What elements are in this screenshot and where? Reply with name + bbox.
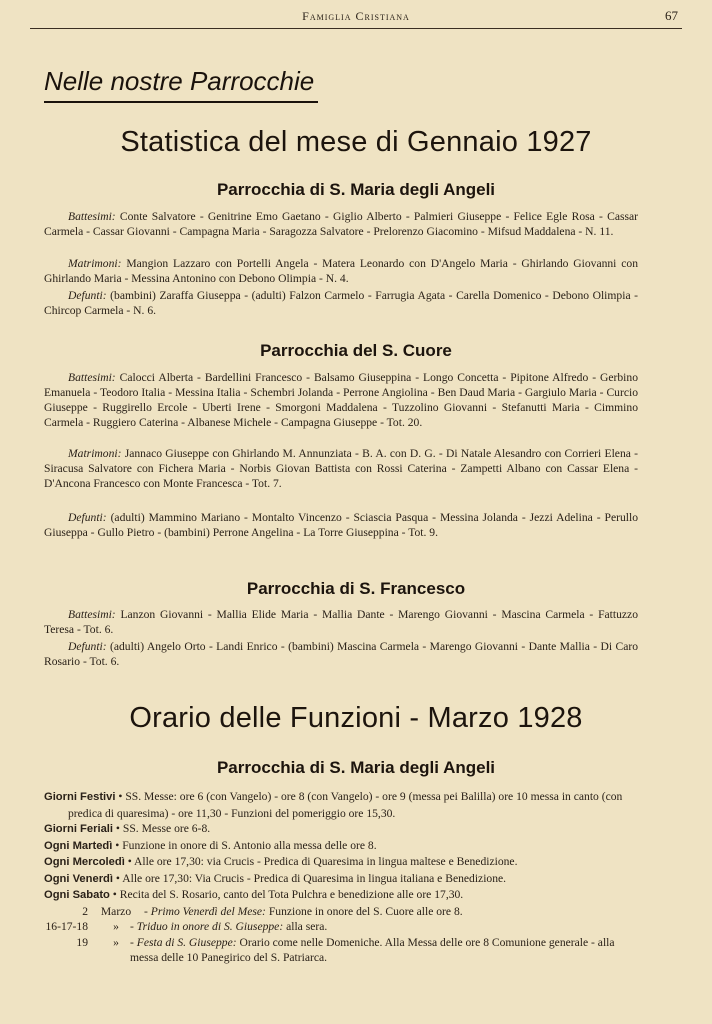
entry-label: Defunti:	[68, 289, 107, 302]
schedule-day: Ogni Martedì	[44, 839, 113, 852]
dated-date: 16-17-18	[45, 920, 88, 933]
paragraph-marriages	[44, 447, 638, 492]
dated-month: Marzo	[100, 904, 132, 918]
schedule-row	[44, 789, 638, 821]
schedule-row	[44, 854, 638, 871]
dated-date: 2	[82, 904, 88, 918]
entry-label: Battesimi:	[68, 371, 116, 384]
schedule-text: • Alle ore 17,30: Via Crucis - Predica di Quaresima in lingua italiana e Benedizione.	[113, 871, 507, 885]
parish-title-san-francesco: Parrocchia di S. Francesco	[246, 579, 466, 598]
paragraph-deaths	[44, 640, 638, 670]
schedule-text: • Alle ore 17,30: via Crucis - Predica di Quaresima in lingua maltese e Benedizione.	[124, 855, 518, 868]
dated-text: - Triduo in onore di S. Giuseppe: alla sera.	[130, 920, 328, 933]
dated-text: - Festa di S. Giuseppe: Orario come nelle Domeniche. Alla Messa delle ore 8 Comunione generale - alla messa delle 10 Panegirico del S. Patriarca.	[130, 935, 615, 964]
entry-text: Mangion Lazzaro con Portelli Angela - Matera Leonardo con D'Angelo Maria - Ghirlando Giovanni con Ghirlando Maria - Messina Antonino con Debono Olimpia - N. 4.	[44, 257, 638, 285]
dated-text: - Primo Venerdì del Mese: Funzione in onore del S. Cuore alle ore 8.	[144, 904, 463, 918]
schedule-row	[44, 887, 638, 904]
dated-date: 19	[76, 935, 88, 949]
schedule-text: • Funzione in onore di S. Antonio alla messa delle ore 8.	[112, 838, 377, 852]
schedule-row	[44, 821, 638, 838]
schedule-day: Giorni Festivi	[44, 791, 116, 803]
schedule-text: • Recita del S. Rosario, canto del Tota Pulchra e benedizione alle ore 17,30.	[109, 888, 464, 901]
dated-row	[44, 935, 638, 966]
entry-text: Calocci Alberta - Bardellini Francesco - Balsamo Giuseppina - Longo Concetta - Pipitone Alfredo - Gerbino Emanuela - Teodoro Italia - Messina Italia - Schembri Jolanda - Perrone Angiolina - Ben Daud Maria - Gargiulo Maria - Curcio Giuseppe - Ruggirello Ercole - Uberti Irene - Smorgoni Maddalena - Tuzzolino Giovanni - Stefanutti Maria - Cimmino Carmela - Ruggiero Caterina - Albanese Michele - Campagna Giuseppe - Tot. 20.	[44, 371, 638, 429]
ditto-mark: »	[113, 920, 119, 933]
dated-feast: Primo Venerdì del Mese:	[150, 904, 266, 918]
schedule-day: Ogni Mercoledì	[44, 856, 125, 868]
dated-detail: Funzione in onore del S. Cuore alle ore 8.	[265, 904, 463, 918]
running-title: Famiglia Cristiana	[302, 9, 410, 23]
dated-detail: Orario come nelle Domeniche. Alla Messa delle ore 8 Comunione generale - alla messa delle 10 Panegirico del S. Patriarca.	[130, 935, 615, 964]
entry-text: Conte Salvatore - Genitrine Emo Gaetano - Giglio Alberto - Palmieri Giuseppe - Felice Egle Rosa - Cassar Carmela - Cassar Giovanni - Campagna Maria - Saragozza Salvatore - Prelorenzo Giacomino - Mifsud Maddalena - N. 11.	[44, 210, 638, 238]
schedule-row	[44, 838, 638, 855]
schedule-list	[44, 789, 638, 966]
entry-text: Lanzon Giovanni - Mallia Elide Maria - Mallia Dante - Marengo Giovanni - Mascina Carmela - Fattuzzo Teresa - Tot. 6.	[44, 608, 638, 636]
dated-detail: alla sera.	[283, 920, 328, 933]
schedule-day: Ogni Sabato	[44, 889, 110, 901]
entry-label: Battesimi:	[68, 210, 116, 223]
dated-row	[44, 904, 638, 920]
paragraph-baptisms	[44, 371, 638, 431]
dated-feast: Triduo in onore di S. Giuseppe:	[136, 920, 284, 933]
paragraph-deaths	[44, 289, 638, 319]
dated-feast: Festa di S. Giuseppe:	[136, 935, 237, 949]
page-number: 67	[665, 8, 678, 23]
entry-label: Battesimi:	[68, 608, 116, 621]
paragraph-baptisms	[44, 210, 638, 240]
ditto-mark: »	[113, 935, 119, 949]
entry-text: (bambini) Zaraffa Giuseppa - (adulti) Falzon Carmelo - Farrugia Agata - Carella Domenico - Debono Olimpia - Chircop Carmela - N. 6.	[44, 289, 638, 317]
entry-text: (adulti) Angelo Orto - Landi Enrico - (bambini) Mascina Carmela - Marengo Giovanni - Dante Mallia - Di Caro Rosario - Tot. 6.	[44, 640, 638, 668]
schedule-day: Giorni Feriali	[44, 823, 114, 835]
parish-title-santa-maria: Parrocchia di S. Maria degli Angeli	[216, 180, 496, 199]
dated-row	[44, 919, 638, 935]
schedule-day: Ogni Venerdì	[44, 872, 114, 885]
statistics-title: Statistica del mese di Gennaio 1927	[120, 126, 592, 158]
schedule-text: • SS. Messe: ore 6 (con Vangelo) - ore 8 (con Vangelo) - ore 9 (messa pei Balilla) ore 10 messa in canto (con predica di quaresima) - ore 11,30 - Funzioni del pomeriggio ore 15,30.	[68, 790, 623, 820]
schedule-row	[44, 871, 638, 888]
section-banner: Nelle nostre Parrocchie	[44, 66, 318, 103]
parish-title-sacro-cuore: Parrocchia del S. Cuore	[260, 341, 452, 360]
entry-text: (adulti) Mammino Mariano - Montalto Vincenzo - Sciascia Pasqua - Messina Jolanda - Jezzi Adelina - Perullo Giuseppa - Gullo Pietro - (bambini) Perrone Angelina - La Torre Giuseppina - Tot. 9.	[44, 511, 638, 539]
entry-text: Jannaco Giuseppe con Ghirlando M. Annunziata - B. A. con D. G. - Di Natale Alesandro con Corrieri Elena - Siracusa Salvatore con Fichera Maria - Norbis Giovan Battista con Rossi Caterina - Zampetti Albano con Cassar Elena - D'Ancona Francesco con Monte Francesca - Tot. 7.	[44, 447, 638, 490]
paragraph-deaths	[44, 511, 638, 541]
schedule-parish-title: Parrocchia di S. Maria degli Angeli	[216, 758, 496, 777]
schedule-title: Orario delle Funzioni - Marzo 1928	[129, 702, 583, 734]
entry-label: Defunti:	[68, 640, 107, 653]
schedule-text: • SS. Messe ore 6-8.	[113, 822, 211, 835]
entry-label: Defunti:	[68, 511, 107, 524]
paragraph-marriages	[44, 257, 638, 287]
entry-label: Matrimoni:	[68, 447, 122, 460]
running-header	[30, 6, 682, 29]
entry-label: Matrimoni:	[68, 257, 122, 270]
paragraph-baptisms	[44, 608, 638, 638]
